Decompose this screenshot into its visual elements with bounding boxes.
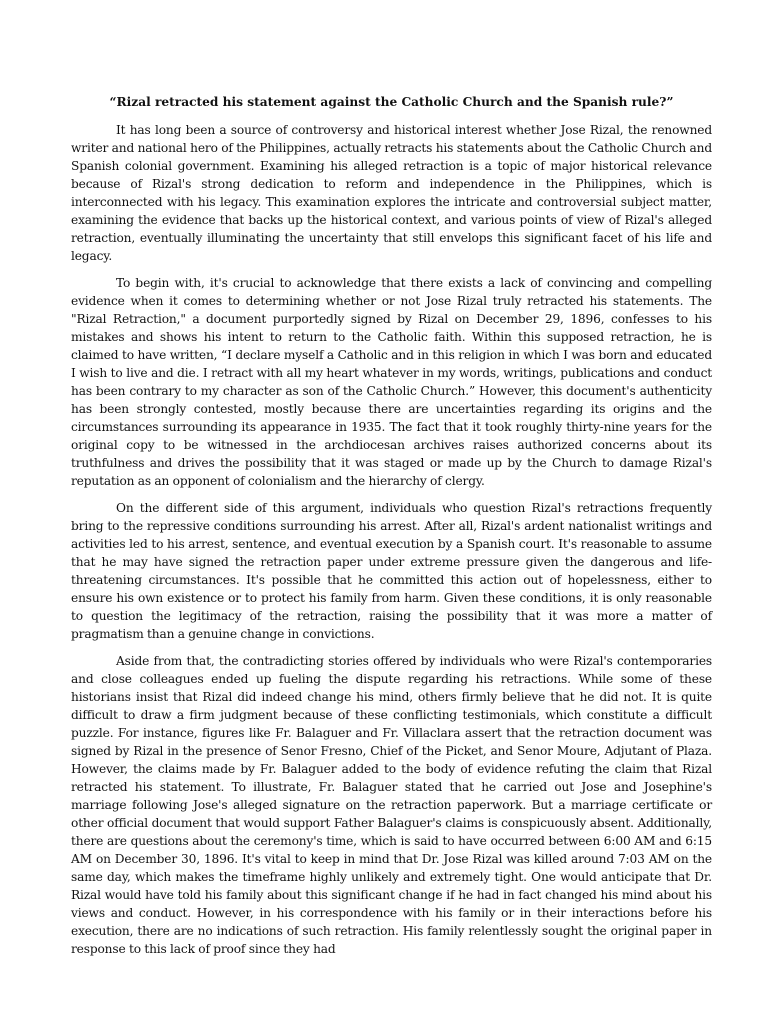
paragraph-1: It has long been a source of controversy and historical interest whether Jose Rizal, the renowned writer and national hero of the Philippines, actually retracts his statements about the Catholic Church and Spanish colonial government. Examining his alleged retraction is a topic of major historical relevance because of Rizal's strong dedication to reform and independence in the Philippines, which is interconnected with his legacy. This examination explores the intricate and controversial subject matter, examining the evidence that backs up the historical context, and various points of view of Rizal's alleged retraction, eventually illuminating the uncertainty that still envelops this significant facet of his life and legacy. (71, 123, 712, 263)
document-body (71, 93, 712, 967)
paragraph-4: Aside from that, the contradicting stories offered by individuals who were Rizal's contemporaries and close colleagues ended up fueling the dispute regarding his retractions. While some of these historians insist that Rizal did indeed change his mind, others firmly believe that he did not. It is quite difficult to draw a firm judgment because of these conflicting testimonials, which constitute a difficult puzzle. For instance, figures like Fr. Balaguer and Fr. Villaclara assert that the retraction document was signed by Rizal in the presence of Senor Fresno, Chief of the Picket, and Senor Moure, Adjutant of Plaza. However, the claims made by Fr. Balaguer added to the body of evidence refuting the claim that Rizal retracted his statement. To illustrate, Fr. Balaguer stated that he carried out Jose and Josephine's marriage following Jose's alleged signature on the retraction paperwork. But a marriage certificate or other official document that would support Father Balaguer's claims is conspicuously absent. Additionally, there are questions about the ceremony's time, which is said to have occurred between 6:00 AM and 6:15 AM on December 30, 1896. It's vital to keep in mind that Dr. Jose Rizal was killed around 7:03 AM on the same day, which makes the timeframe highly unlikely and extremely tight. One would anticipate that Dr. Rizal would have told his family about this significant change if he had in fact changed his mind about his views and conduct. However, in his correspondence with his family or in their interactions before his execution, there are no indications of such retraction. His family relentlessly sought the original paper in response to this lack of proof since they had (71, 654, 712, 956)
paragraph-2: To begin with, it's crucial to acknowledge that there exists a lack of convincing and compelling evidence when it comes to determining whether or not Jose Rizal truly retracted his statements. The "Rizal Retraction," a document purportedly signed by Rizal on December 29, 1896, confesses to his mistakes and shows his intent to return to the Catholic faith. Within this supposed retraction, he is claimed to have written, “I declare myself a Catholic and in this religion in which I was born and educated I wish to live and die. I retract with all my heart whatever in my words, writings, publications and conduct has been contrary to my character as son of the Catholic Church.” However, this document's authenticity has been strongly contested, mostly because there are uncertainties regarding its origins and the circumstances surrounding its appearance in 1935. The fact that it took roughly thirty-nine years for the original copy to be witnessed in the archdiocesan archives raises authorized concerns about its truthfulness and drives the possibility that it was staged or made up by the Church to damage Rizal's reputation as an opponent of colonialism and the hierarchy of clergy. (71, 276, 712, 488)
document-title: “Rizal retracted his statement against the Catholic Church and the Spanish rule?” (109, 95, 674, 109)
paragraph-3: On the different side of this argument, individuals who question Rizal's retractions frequently bring to the repressive conditions surrounding his arrest. After all, Rizal's ardent nationalist writings and activities led to his arrest, sentence, and eventual execution by a Spanish court. It's reasonable to assume that he may have signed the retraction paper under extreme pressure given the dangerous and life-threatening circumstances. It's possible that he committed this action out of hopelessness, either to ensure his own existence or to protect his family from harm. Given these conditions, it is only reasonable to question the legitimacy of the retraction, raising the possibility that it was more a matter of pragmatism than a genuine change in convictions. (71, 501, 712, 641)
